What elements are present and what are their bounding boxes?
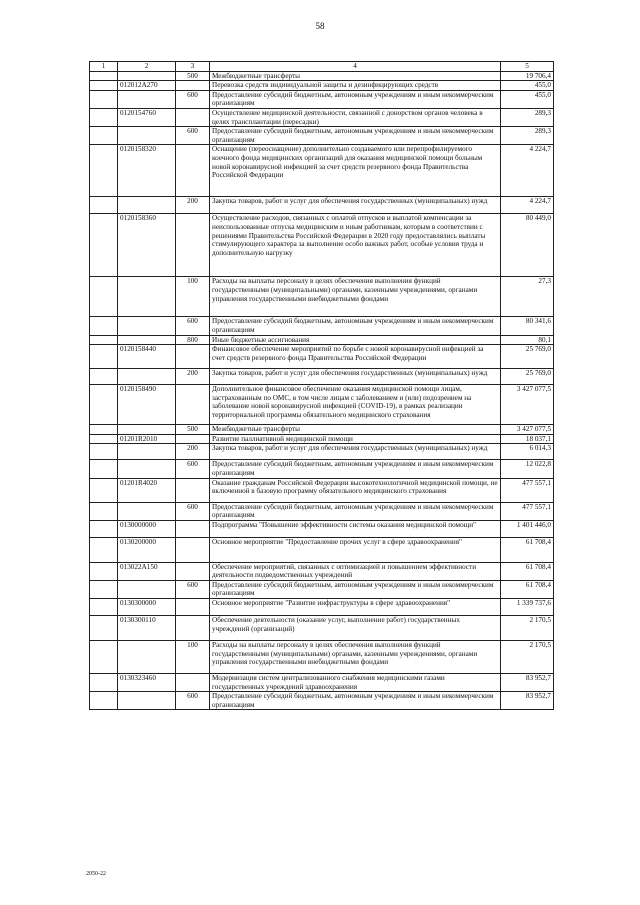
amount-cell: 25 769,0 (501, 369, 554, 385)
budget-table (89, 61, 554, 710)
section-cell (90, 145, 118, 197)
table-row (90, 81, 554, 91)
target-code-cell: 0130000000 (118, 520, 176, 537)
item-name-cell: Предоставление субсидий бюджетным, автономным учреждениям и иным некоммерческим организациям (210, 460, 501, 478)
table-row (90, 434, 554, 444)
amount-cell: 61 708,4 (501, 537, 554, 562)
item-name-cell: Осуществление расходов, связанных с оплатой отпусков и выплатой компенсации за неиспользованные отпуска медицинским и иным работникам, которым в соответствии с решениями Правительства Российской Федерации в 2020 году предоставлялись выплаты стимулирующего характера за выполнение особо важных работ, особые условия труда и дополнительную нагрузку (210, 214, 501, 277)
target-code-cell (118, 335, 176, 345)
amount-cell: 80 341,6 (501, 317, 554, 335)
item-name-cell: Межбюджетные трансферты (210, 425, 501, 435)
amount-cell: 61 708,4 (501, 562, 554, 580)
target-code-cell: 01201R4020 (118, 478, 176, 502)
expense-type-cell: 800 (176, 335, 210, 345)
section-cell (90, 385, 118, 425)
item-name-cell: Основное мероприятие "Развитие инфраструктуры в сфере здравоохранения" (210, 599, 501, 616)
target-code-cell (118, 277, 176, 317)
amount-cell: 3 427 077,5 (501, 425, 554, 435)
table-row (90, 425, 554, 435)
item-name-cell: Модернизация систем централизованного снабжения медицинскими газами государственных учреждений здравоохранения (210, 674, 501, 692)
target-code-cell: 0120158490 (118, 385, 176, 425)
target-code-cell (118, 692, 176, 710)
target-code-cell (118, 425, 176, 435)
target-code-cell: 0130300000 (118, 599, 176, 616)
amount-cell: 2 170,5 (501, 641, 554, 674)
expense-type-cell: 500 (176, 425, 210, 435)
expense-type-cell (176, 434, 210, 444)
amount-cell: 2 170,5 (501, 616, 554, 641)
table-row (90, 145, 554, 197)
section-cell (90, 425, 118, 435)
table-row (90, 127, 554, 145)
section-cell (90, 369, 118, 385)
section-cell (90, 537, 118, 562)
target-code-cell (118, 71, 176, 81)
item-name-cell: Дополнительное финансовое обеспечение оказания медицинской помощи лицам, застрахованным по ОМС, в том числе лицам с заболеванием и (или) подозрением на заболевание новой коронавирусной инфекцией (COVID-19), в рамках реализации территориальной программы обязательного медицинского страхования (210, 385, 501, 425)
expense-type-cell: 600 (176, 460, 210, 478)
table-row (90, 502, 554, 520)
section-cell (90, 345, 118, 369)
section-cell (90, 81, 118, 91)
amount-cell: 6 014,3 (501, 444, 554, 460)
amount-cell: 289,3 (501, 127, 554, 145)
expense-type-cell: 200 (176, 197, 210, 214)
expense-type-cell: 600 (176, 317, 210, 335)
item-name-cell: Закупка товаров, работ и услуг для обеспечения государственных (муниципальных) нужд (210, 369, 501, 385)
table-row (90, 616, 554, 641)
item-name-cell: Закупка товаров, работ и услуг для обеспечения государственных (муниципальных) нужд (210, 444, 501, 460)
amount-cell: 27,3 (501, 277, 554, 317)
expense-type-cell: 200 (176, 444, 210, 460)
section-cell (90, 71, 118, 81)
expense-type-cell: 500 (176, 71, 210, 81)
table-row (90, 214, 554, 277)
table-row (90, 641, 554, 674)
table-row (90, 335, 554, 345)
header-col-2: 2 (118, 62, 176, 72)
section-cell (90, 460, 118, 478)
section-cell (90, 317, 118, 335)
target-code-cell: 0130300110 (118, 616, 176, 641)
item-name-cell: Межбюджетные трансферты (210, 71, 501, 81)
section-cell (90, 674, 118, 692)
expense-type-cell (176, 674, 210, 692)
table-row (90, 197, 554, 214)
amount-cell: 80,1 (501, 335, 554, 345)
header-row (90, 62, 554, 72)
section-cell (90, 127, 118, 145)
item-name-cell: Подпрограмма "Повышение эффективности системы оказания медицинской помощи" (210, 520, 501, 537)
target-code-cell (118, 502, 176, 520)
item-name-cell: Предоставление субсидий бюджетным, автономным учреждениям и иным некоммерческим организациям (210, 127, 501, 145)
header-col-4: 4 (210, 62, 501, 72)
amount-cell: 289,3 (501, 108, 554, 126)
section-cell (90, 502, 118, 520)
section-cell (90, 616, 118, 641)
section-cell (90, 90, 118, 108)
target-code-cell (118, 90, 176, 108)
target-code-cell (118, 444, 176, 460)
expense-type-cell: 600 (176, 127, 210, 145)
expense-type-cell (176, 562, 210, 580)
expense-type-cell (176, 385, 210, 425)
item-name-cell: Предоставление субсидий бюджетным, автономным учреждениям и иным некоммерческим организациям (210, 692, 501, 710)
table-row (90, 692, 554, 710)
section-cell (90, 108, 118, 126)
section-cell (90, 444, 118, 460)
amount-cell: 1 401 446,0 (501, 520, 554, 537)
expense-type-cell (176, 616, 210, 641)
section-cell (90, 478, 118, 502)
item-name-cell: Предоставление субсидий бюджетным, автономным учреждениям и иным некоммерческим организациям (210, 90, 501, 108)
item-name-cell: Иные бюджетные ассигнования (210, 335, 501, 345)
section-cell (90, 335, 118, 345)
table-row (90, 71, 554, 81)
section-cell (90, 599, 118, 616)
item-name-cell: Обеспечение мероприятий, связанных с оптимизацией и повышением эффективности деятельности подведомственных учреждений (210, 562, 501, 580)
amount-cell: 3 427 077,5 (501, 385, 554, 425)
target-code-cell (118, 641, 176, 674)
table-row (90, 599, 554, 616)
expense-type-cell: 600 (176, 502, 210, 520)
target-code-cell (118, 317, 176, 335)
item-name-cell: Предоставление субсидий бюджетным, автономным учреждениям и иным некоммерческим организациям (210, 502, 501, 520)
item-name-cell: Финансовое обеспечение мероприятий по борьбе с новой коронавирусной инфекцией за счет средств резервного фонда Правительства Российской Федерации (210, 345, 501, 369)
expense-type-cell: 600 (176, 692, 210, 710)
expense-type-cell: 600 (176, 90, 210, 108)
amount-cell: 477 557,1 (501, 502, 554, 520)
expense-type-cell: 600 (176, 580, 210, 598)
item-name-cell: Основное мероприятие "Предоставление прочих услуг в сфере здравоохранения" (210, 537, 501, 562)
target-code-cell: 01201R2010 (118, 434, 176, 444)
amount-cell: 83 952,7 (501, 674, 554, 692)
expense-type-cell (176, 108, 210, 126)
item-name-cell: Перевозка средств индивидуальной защиты и дезинфицирующих средств (210, 81, 501, 91)
amount-cell: 455,0 (501, 81, 554, 91)
expense-type-cell (176, 478, 210, 502)
amount-cell: 83 952,7 (501, 692, 554, 710)
amount-cell: 61 708,4 (501, 580, 554, 598)
expense-type-cell (176, 345, 210, 369)
section-cell (90, 641, 118, 674)
item-name-cell: Обеспечение деятельности (оказание услуг, выполнение работ) государственных учреждений (организаций) (210, 616, 501, 641)
table-row (90, 385, 554, 425)
item-name-cell: Расходы на выплаты персоналу в целях обеспечения выполнения функций государственными (муниципальными) органами, казенными учреждениями, органами управления государственными внебюджетными фондами (210, 641, 501, 674)
item-name-cell: Расходы на выплаты персоналу в целях обеспечения выполнения функций государственными (муниципальными) органами, казенными учреждениями, органами управления государственными внебюджетными фондами (210, 277, 501, 317)
table-row (90, 537, 554, 562)
table-row (90, 90, 554, 108)
expense-type-cell (176, 599, 210, 616)
table-row (90, 580, 554, 598)
amount-cell: 455,0 (501, 90, 554, 108)
expense-type-cell (176, 145, 210, 197)
table-row (90, 277, 554, 317)
table-row (90, 674, 554, 692)
expense-type-cell: 100 (176, 641, 210, 674)
target-code-cell (118, 460, 176, 478)
item-name-cell: Развитие паллиативной медицинской помощи (210, 434, 501, 444)
amount-cell: 80 449,0 (501, 214, 554, 277)
section-cell (90, 580, 118, 598)
target-code-cell: 013022А150 (118, 562, 176, 580)
target-code-cell (118, 197, 176, 214)
amount-cell: 477 557,1 (501, 478, 554, 502)
table-row (90, 317, 554, 335)
target-code-cell: 0120158440 (118, 345, 176, 369)
target-code-cell: 0120158320 (118, 145, 176, 197)
header-col-5: 5 (501, 62, 554, 72)
item-name-cell: Оснащение (переоснащение) дополнительно создаваемого или перепрофилируемого коечного фонда медицинских организаций для оказания медицинской помощи больным новой коронавирусной инфекцией за счет средств резервного фонда Правительства Российской Федерации (210, 145, 501, 197)
amount-cell: 4 224,7 (501, 197, 554, 214)
target-code-cell: 0120158360 (118, 214, 176, 277)
table-row (90, 478, 554, 502)
section-cell (90, 434, 118, 444)
table-row (90, 369, 554, 385)
table-row (90, 460, 554, 478)
amount-cell: 18 037,1 (501, 434, 554, 444)
amount-cell: 4 224,7 (501, 145, 554, 197)
amount-cell: 25 769,0 (501, 345, 554, 369)
amount-cell: 1 339 737,6 (501, 599, 554, 616)
section-cell (90, 520, 118, 537)
item-name-cell: Оказание гражданам Российской Федерации высокотехнологичной медицинской помощи, не включенной в базовую программу обязательного медицинского страхования (210, 478, 501, 502)
table-row (90, 108, 554, 126)
expense-type-cell (176, 520, 210, 537)
expense-type-cell: 100 (176, 277, 210, 317)
table-row (90, 444, 554, 460)
table-row (90, 520, 554, 537)
page-number: 58 (315, 21, 325, 31)
target-code-cell: 012012А270 (118, 81, 176, 91)
target-code-cell (118, 127, 176, 145)
amount-cell: 12 022,8 (501, 460, 554, 478)
expense-type-cell: 200 (176, 369, 210, 385)
table-row (90, 345, 554, 369)
section-cell (90, 214, 118, 277)
target-code-cell (118, 369, 176, 385)
target-code-cell: 0120154760 (118, 108, 176, 126)
target-code-cell (118, 580, 176, 598)
table-row (90, 562, 554, 580)
section-cell (90, 562, 118, 580)
item-name-cell: Закупка товаров, работ и услуг для обеспечения государственных (муниципальных) нужд (210, 197, 501, 214)
target-code-cell: 0130323460 (118, 674, 176, 692)
section-cell (90, 692, 118, 710)
expense-type-cell (176, 537, 210, 562)
item-name-cell: Предоставление субсидий бюджетным, автономным учреждениям и иным некоммерческим организациям (210, 317, 501, 335)
expense-type-cell (176, 81, 210, 91)
item-name-cell: Осуществление медицинской деятельности, связанной с донорством органов человека в целях трансплантации (пересадки) (210, 108, 501, 126)
document-code: 2050-22 (86, 871, 106, 877)
expense-type-cell (176, 214, 210, 277)
header-col-3: 3 (176, 62, 210, 72)
section-cell (90, 277, 118, 317)
header-col-1: 1 (90, 62, 118, 72)
item-name-cell: Предоставление субсидий бюджетным, автономным учреждениям и иным некоммерческим организациям (210, 580, 501, 598)
target-code-cell: 0130200000 (118, 537, 176, 562)
amount-cell: 19 706,4 (501, 71, 554, 81)
section-cell (90, 197, 118, 214)
